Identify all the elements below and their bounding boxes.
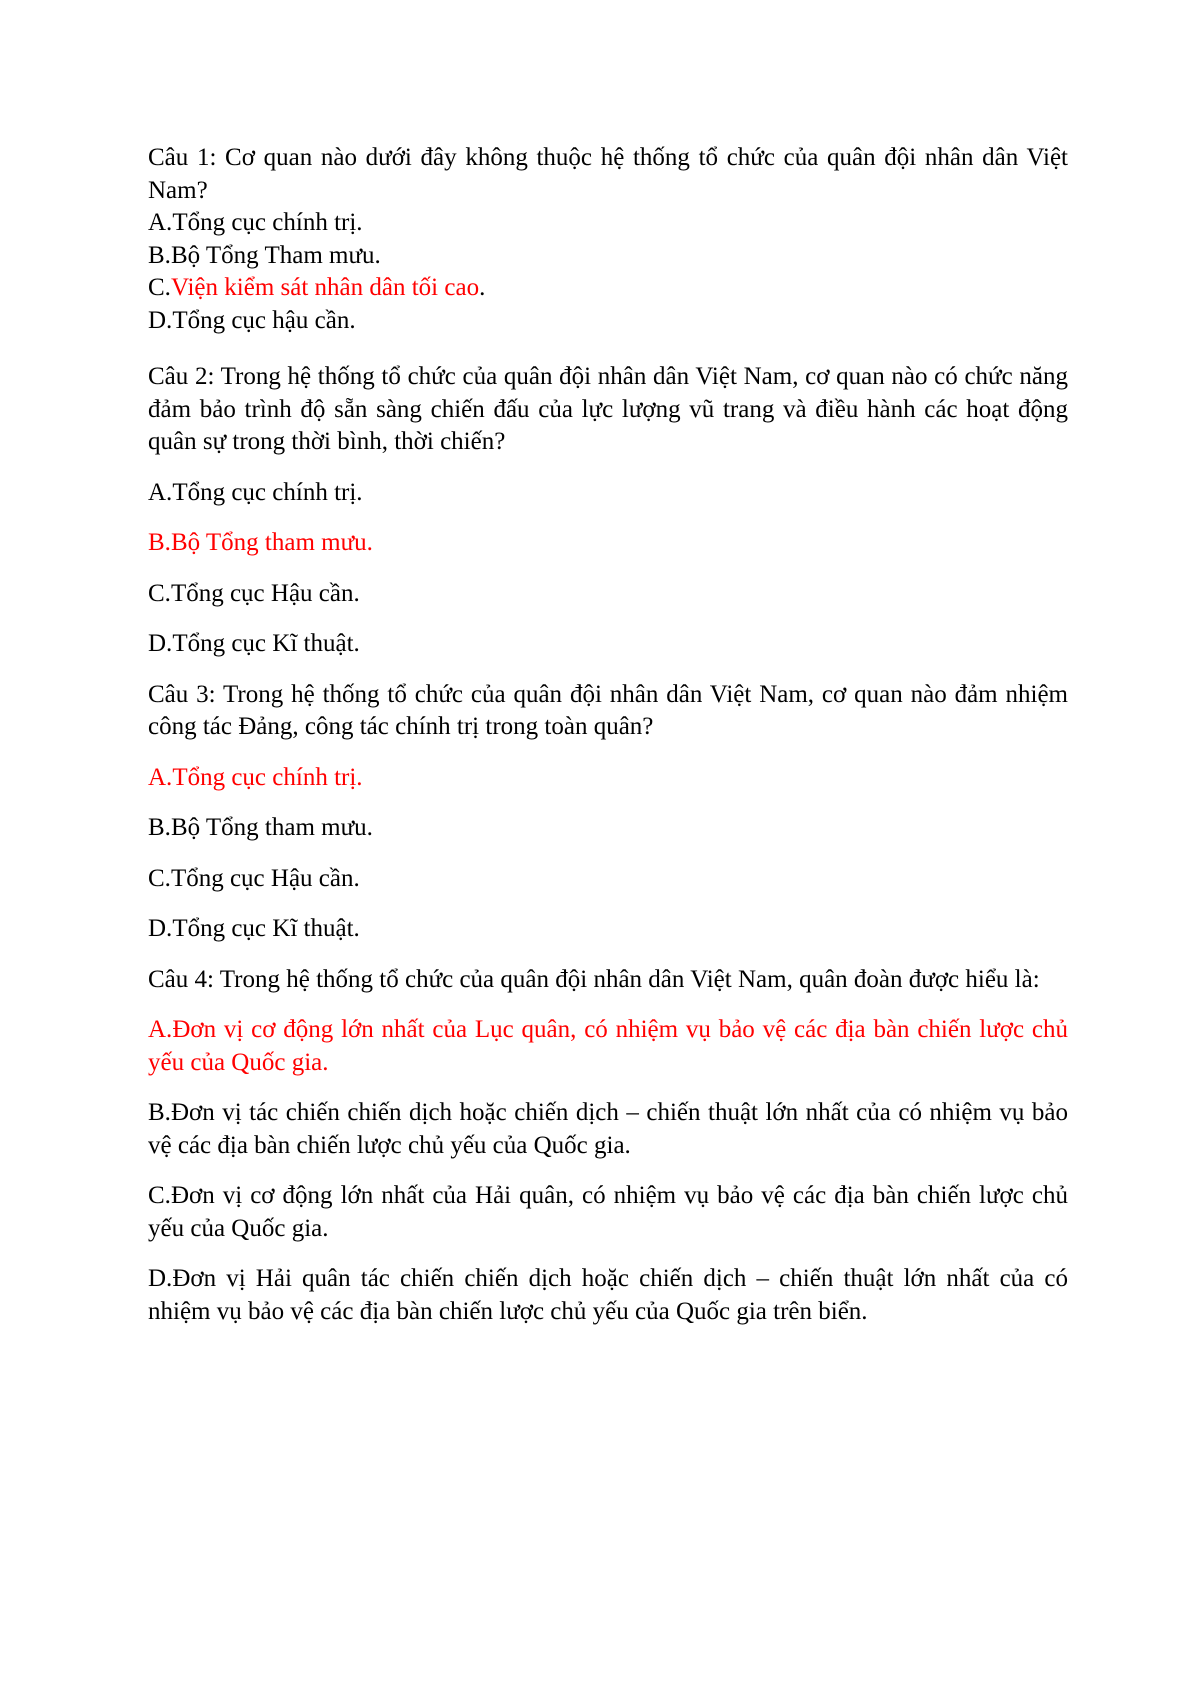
- question-4-option-d: [148, 1263, 1068, 1328]
- option-prefix: B.: [148, 529, 171, 556]
- correct-answer-text: Tổng cục chính trị.: [172, 763, 363, 791]
- question-3-stem: Câu 3: Trong hệ thống tổ chức của quân đội nhân dân Việt Nam, cơ quan nào đảm nhiệm công tác Đảng, công tác chính trị trong toàn quân?: [148, 680, 1068, 740]
- question-1-stem: Câu 1: Cơ quan nào dưới đây không thuộc hệ thống tổ chức của quân đội nhân dân Việt Nam?: [148, 144, 1068, 204]
- option-text: Bộ Tổng Tham mưu.: [170, 241, 381, 269]
- document-page: [148, 142, 1068, 1346]
- option-text: Tổng cục Kĩ thuật.: [172, 630, 360, 657]
- question-2-option-c: [148, 578, 1068, 611]
- question-1-option-a: [148, 207, 1068, 240]
- question-4: [148, 964, 1068, 1329]
- option-text: Tổng cục chính trị.: [172, 209, 363, 236]
- question-4-stem: Câu 4: Trong hệ thống tổ chức của quân đội nhân dân Việt Nam, quân đoàn được hiểu là:: [148, 965, 1040, 993]
- option-suffix: .: [479, 274, 486, 301]
- question-2-option-a: [148, 477, 1068, 510]
- question-4-option-b: [148, 1097, 1068, 1162]
- question-1-option-b: [148, 240, 1068, 273]
- question-2-option-d: [148, 628, 1068, 661]
- question-3-option-b: [148, 812, 1068, 845]
- option-prefix: B.: [148, 1099, 171, 1126]
- correct-answer-text: Viện kiểm sát nhân dân tối cao: [170, 274, 480, 301]
- question-3-option-a: [148, 762, 1068, 795]
- question-1-option-c: [148, 272, 1068, 305]
- question-3-option-d: [148, 913, 1068, 946]
- question-4-option-a: [148, 1014, 1068, 1079]
- option-prefix: D.: [148, 630, 173, 657]
- option-text: Tổng cục Hậu cần.: [170, 864, 360, 892]
- option-text: Đơn vị cơ động lớn nhất của Hải quân, có nhiệm vụ bảo vệ các địa bàn chiến lược chủ yếu của Quốc gia.: [148, 1182, 1068, 1242]
- option-text: Tổng cục Hậu cần.: [170, 579, 360, 607]
- option-prefix: A.: [148, 763, 173, 791]
- option-text: Đơn vị tác chiến chiến dịch hoặc chiến dịch – chiến thuật lớn nhất của có nhiệm vụ bảo vệ các địa bàn chiến lược chủ yếu của Quốc gia.: [148, 1099, 1068, 1159]
- option-prefix: D.: [148, 306, 173, 334]
- option-prefix: B.: [148, 814, 171, 841]
- option-text: Tổng cục Kĩ thuật.: [172, 915, 360, 942]
- option-prefix: D.: [148, 915, 173, 942]
- option-text: Đơn vị Hải quân tác chiến chiến dịch hoặc chiến dịch – chiến thuật lớn nhất của có nhiệm vụ bảo vệ các địa bàn chiến lược chủ yếu của Quốc gia trên biển.: [148, 1265, 1068, 1325]
- correct-answer-text: Đơn vị cơ động lớn nhất của Lục quân, có nhiệm vụ bảo vệ các địa bàn chiến lược chủ yếu của Quốc gia.: [148, 1016, 1068, 1076]
- question-2-stem: Câu 2: Trong hệ thống tổ chức của quân đội nhân dân Việt Nam, cơ quan nào có chức năng đảm bảo trình độ sẵn sàng chiến đấu của lực lượng vũ trang và điều hành các hoạt động quân sự trong thời bình, thời chiến?: [148, 363, 1068, 455]
- option-prefix: C.: [148, 579, 171, 607]
- option-text: Tổng cục chính trị.: [172, 478, 363, 506]
- option-prefix: C.: [148, 274, 171, 301]
- option-prefix: C.: [148, 1182, 171, 1209]
- question-3: [148, 679, 1068, 946]
- question-4-option-c: [148, 1180, 1068, 1245]
- option-prefix: A.: [148, 478, 173, 506]
- option-prefix: C.: [148, 864, 171, 892]
- correct-answer-text: Bộ Tổng tham mưu.: [170, 529, 373, 556]
- question-2: [148, 361, 1068, 661]
- question-3-option-c: [148, 863, 1068, 896]
- question-1: [148, 142, 1068, 337]
- question-1-option-d: [148, 305, 1068, 338]
- option-prefix: B.: [148, 241, 171, 269]
- option-text: Tổng cục hậu cần.: [172, 306, 356, 334]
- option-text: Bộ Tổng tham mưu.: [170, 814, 373, 841]
- option-prefix: A.: [148, 1016, 173, 1043]
- question-2-option-b: [148, 527, 1068, 560]
- option-prefix: A.: [148, 209, 173, 236]
- option-prefix: D.: [148, 1265, 173, 1292]
